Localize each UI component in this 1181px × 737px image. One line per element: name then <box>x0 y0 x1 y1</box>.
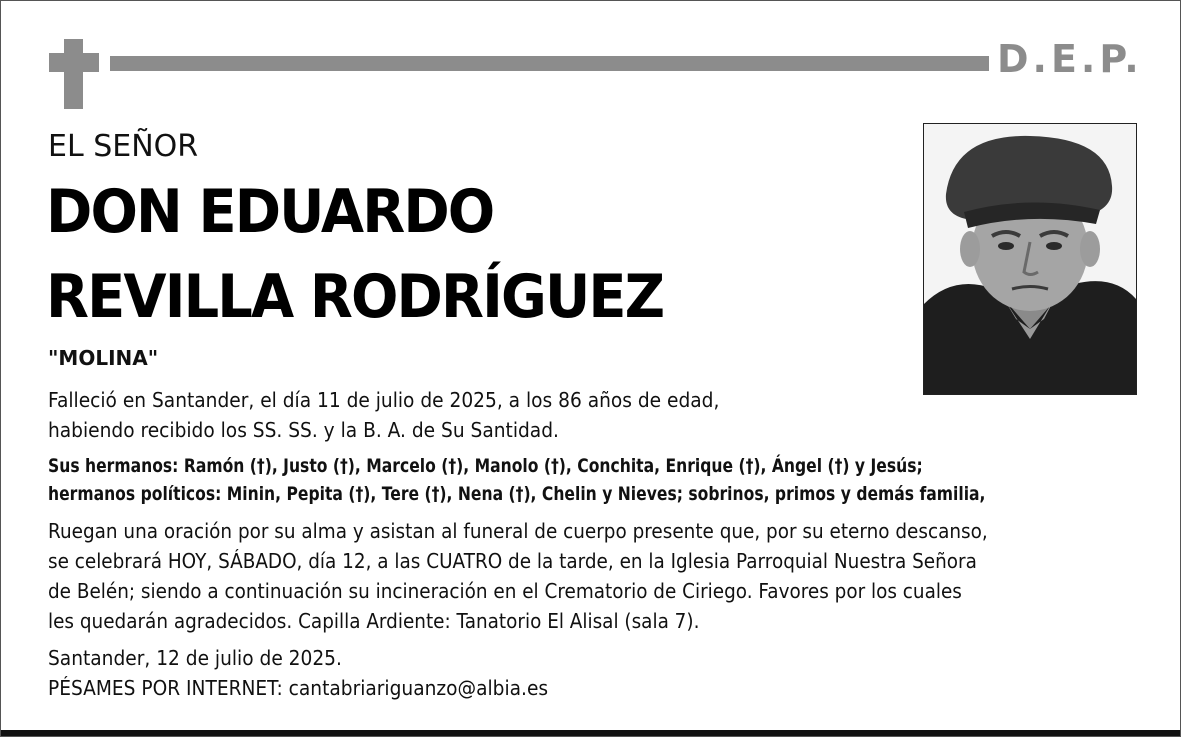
deceased-name-line1: DON EDUARDO <box>46 177 494 247</box>
dep-label: D.E.P. <box>997 37 1143 81</box>
header-divider <box>110 56 989 71</box>
text-line: Falleció en Santander, el día 11 de julio de 2025, a los 86 años de edad, <box>48 388 720 412</box>
text-line: Sus hermanos: Ramón (†), Justo (†), Marcelo (†), Manolo (†), Conchita, Enrique (†), Ángel (†) y Jesús; <box>48 455 923 477</box>
portrait-photo <box>923 123 1137 395</box>
deceased-name-line2: REVILLA RODRÍGUEZ <box>46 262 664 332</box>
portrait-illustration <box>924 124 1136 394</box>
condolences-line: PÉSAMES POR INTERNET: cantabriariguanzo@albia.es <box>48 676 549 700</box>
death-notice-paragraph <box>48 385 719 445</box>
text-line: de Belén; siendo a continuación su incineración en el Crematorio de Ciriego. Favores por los cuales <box>48 579 962 603</box>
cross-icon-bar <box>49 53 99 72</box>
cross-icon <box>64 39 83 109</box>
text-line: Ruegan una oración por su alma y asistan al funeral de cuerpo presente que, por su eterno descanso, <box>48 519 988 543</box>
salutation: EL SEÑOR <box>48 129 199 164</box>
family-paragraph <box>48 452 985 508</box>
closing-paragraph <box>48 643 548 703</box>
text-line: les quedarán agradecidos. Capilla Ardiente: Tanatorio El Alisal (sala 7). <box>48 609 700 633</box>
place-date: Santander, 12 de julio de 2025. <box>48 646 342 670</box>
nickname: "MOLINA" <box>48 346 159 370</box>
text-line: hermanos políticos: Minin, Pepita (†), Tere (†), Nena (†), Chelin y Nieves; sobrinos, primos y demás familia, <box>48 483 986 505</box>
bottom-divider <box>1 730 1180 736</box>
text-line: habiendo recibido los SS. SS. y la B. A. de Su Santidad. <box>48 418 559 442</box>
funeral-paragraph <box>48 516 988 636</box>
text-line: se celebrará HOY, SÁBADO, día 12, a las CUATRO de la tarde, en la Iglesia Parroquial Nuestra Señora <box>48 549 977 573</box>
